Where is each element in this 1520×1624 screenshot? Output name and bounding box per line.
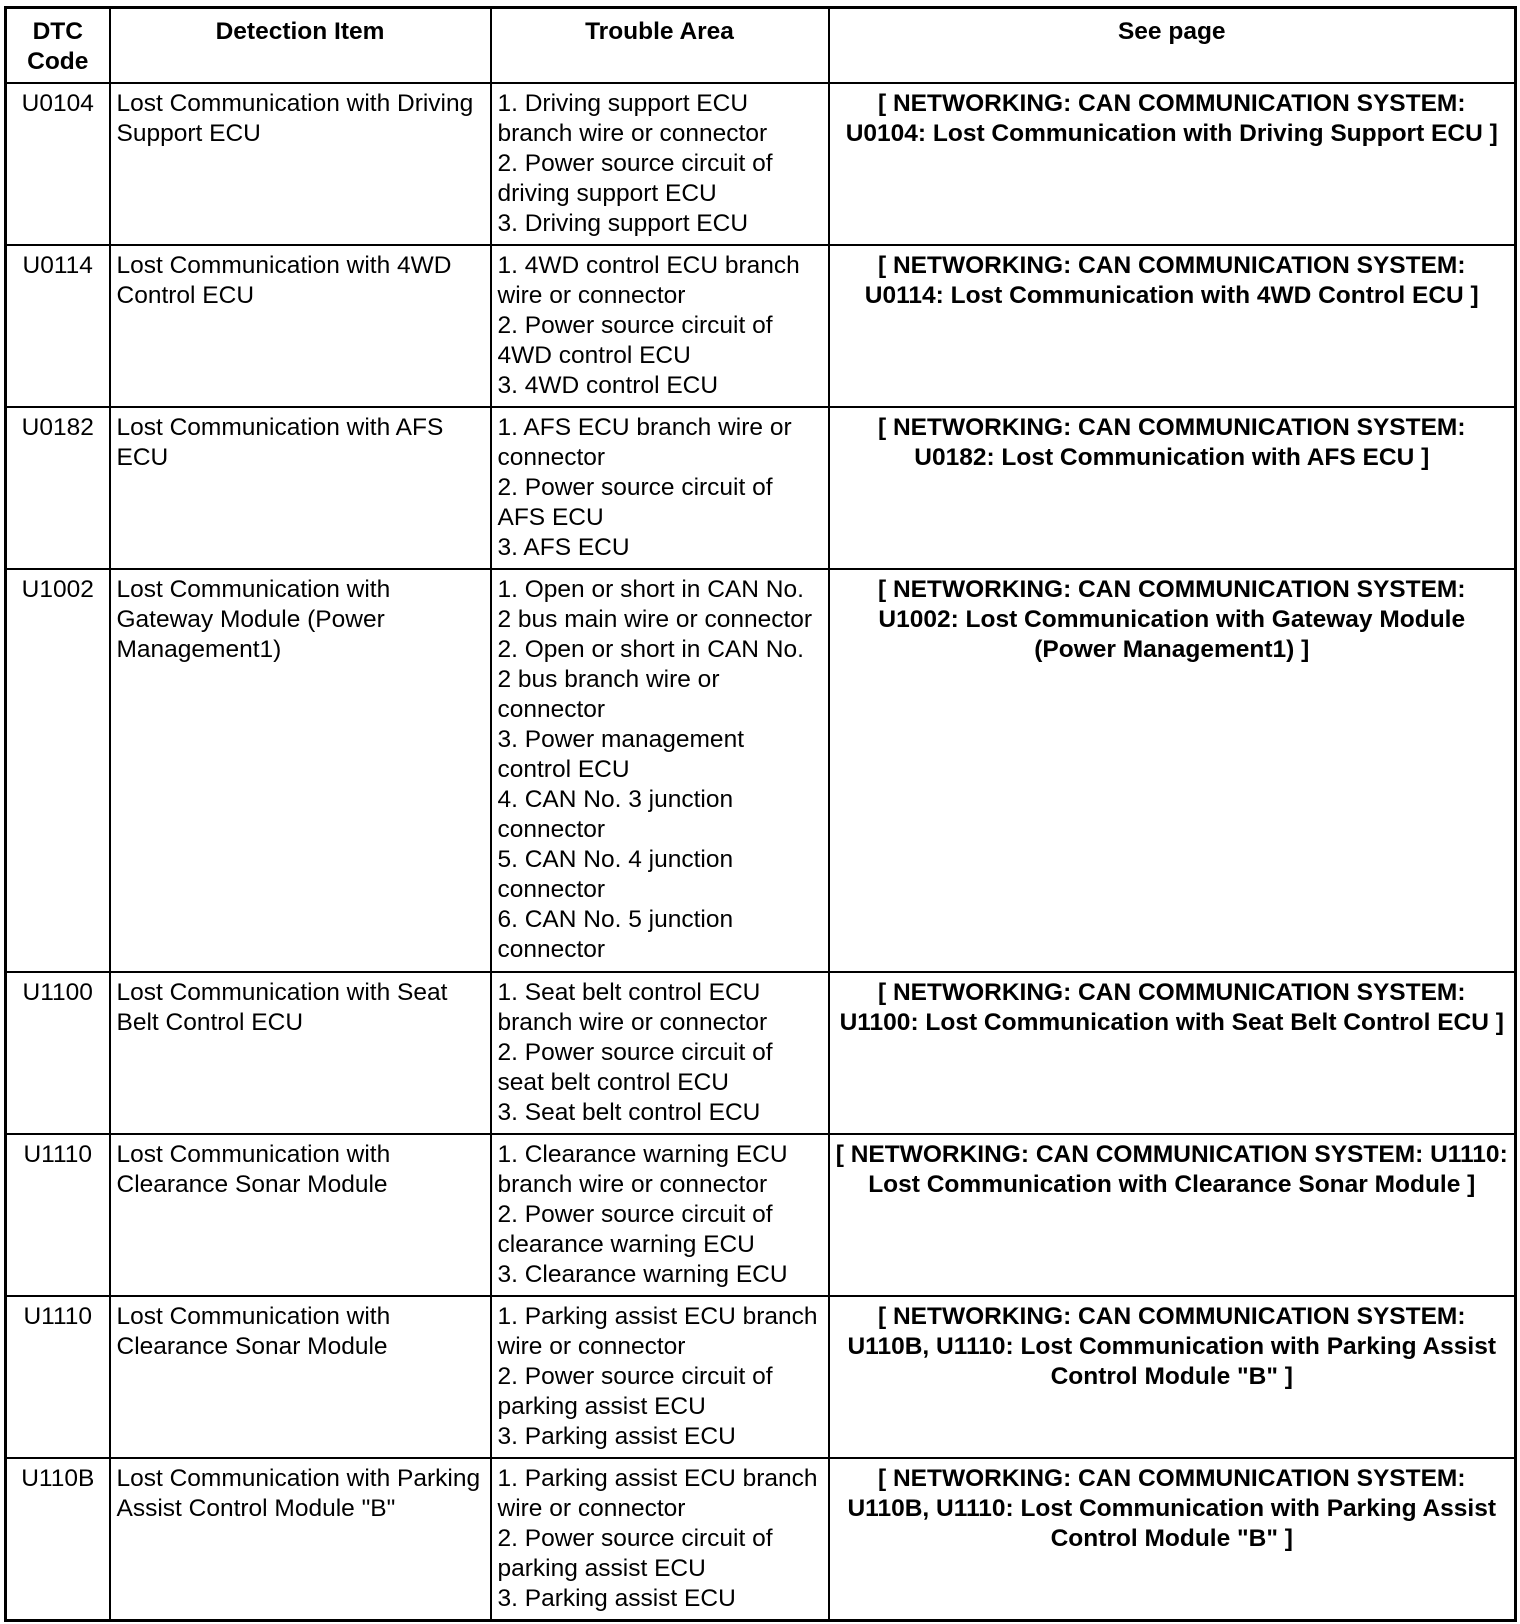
header-see-page: See page: [829, 8, 1516, 84]
trouble-area-line: 3. Power management control ECU: [497, 726, 744, 783]
trouble-area-cell: [491, 245, 829, 407]
trouble-area-cell: [491, 569, 829, 972]
detection-item-cell: Lost Communication with AFS ECU: [110, 407, 491, 569]
header-trouble-area: Trouble Area: [491, 8, 829, 84]
dtc-code-cell: U1100: [6, 972, 110, 1134]
trouble-area-line: 1. 4WD control ECU branch wire or connector: [497, 252, 800, 309]
dtc-code-cell: U0114: [6, 245, 110, 407]
detection-item-cell: Lost Communication with Clearance Sonar Module: [110, 1296, 491, 1458]
dtc-code-cell: U0182: [6, 407, 110, 569]
see-page-link[interactable]: [ NETWORKING: CAN COMMUNICATION SYSTEM: U110B, U1110: Lost Communication with Parking Assist Control Module "B" ]: [829, 1458, 1516, 1621]
trouble-area-line: 2. Power source circuit of driving support ECU: [497, 150, 773, 207]
table-row: [6, 245, 1516, 407]
header-dtc-code: DTC Code: [6, 8, 110, 84]
table-row: [6, 1134, 1516, 1296]
trouble-area-line: 1. Open or short in CAN No. 2 bus main wire or connector: [497, 576, 813, 633]
table-row: [6, 972, 1516, 1134]
trouble-area-line: 2. Power source circuit of 4WD control ECU: [497, 312, 773, 369]
trouble-area-line: 1. Parking assist ECU branch wire or connector: [497, 1303, 818, 1360]
trouble-area-line: 5. CAN No. 4 junction connector: [497, 846, 734, 903]
detection-item-cell: Lost Communication with Parking Assist Control Module "B": [110, 1458, 491, 1621]
trouble-area-line: 1. Clearance warning ECU branch wire or connector: [497, 1141, 788, 1198]
dtc-code-cell: U1110: [6, 1134, 110, 1296]
trouble-area-line: 2. Power source circuit of clearance warning ECU: [497, 1201, 773, 1258]
trouble-area-line: 2. Power source circuit of parking assist ECU: [497, 1363, 773, 1420]
trouble-area-line: 6. CAN No. 5 junction connector: [497, 906, 734, 963]
trouble-area-line: 2. Open or short in CAN No. 2 bus branch wire or connector: [497, 636, 804, 723]
trouble-area-line: 1. Seat belt control ECU branch wire or connector: [497, 979, 768, 1036]
dtc-table: [4, 6, 1517, 1622]
trouble-area-line: 1. Parking assist ECU branch wire or connector: [497, 1465, 818, 1522]
trouble-area-cell: [491, 1134, 829, 1296]
table-row: [6, 83, 1516, 245]
detection-item-cell: Lost Communication with Seat Belt Control ECU: [110, 972, 491, 1134]
trouble-area-line: 3. Seat belt control ECU: [497, 1099, 761, 1126]
table-row: [6, 1458, 1516, 1621]
trouble-area-cell: [491, 1296, 829, 1458]
trouble-area-line: 2. Power source circuit of parking assist ECU: [497, 1525, 773, 1582]
trouble-area-line: 3. Driving support ECU: [497, 210, 749, 237]
dtc-code-cell: U110B: [6, 1458, 110, 1621]
see-page-link[interactable]: [ NETWORKING: CAN COMMUNICATION SYSTEM: U1110: Lost Communication with Clearance Sonar Module ]: [829, 1134, 1516, 1296]
trouble-area-line: 4. CAN No. 3 junction connector: [497, 786, 734, 843]
table-row: [6, 407, 1516, 569]
see-page-link[interactable]: [ NETWORKING: CAN COMMUNICATION SYSTEM: U110B, U1110: Lost Communication with Parking Assist Control Module "B" ]: [829, 1296, 1516, 1458]
trouble-area-cell: [491, 83, 829, 245]
detection-item-cell: Lost Communication with 4WD Control ECU: [110, 245, 491, 407]
table-row: [6, 569, 1516, 972]
header-detection-item: Detection Item: [110, 8, 491, 84]
trouble-area-line: 3. AFS ECU: [497, 534, 630, 561]
dtc-code-cell: U1110: [6, 1296, 110, 1458]
dtc-code-cell: U1002: [6, 569, 110, 972]
detection-item-cell: Lost Communication with Gateway Module (Power Management1): [110, 569, 491, 972]
see-page-link[interactable]: [ NETWORKING: CAN COMMUNICATION SYSTEM: U1002: Lost Communication with Gateway Module (Power Management1) ]: [829, 569, 1516, 972]
trouble-area-cell: [491, 407, 829, 569]
trouble-area-line: 1. Driving support ECU branch wire or connector: [497, 90, 768, 147]
trouble-area-line: 2. Power source circuit of seat belt control ECU: [497, 1039, 773, 1096]
trouble-area-line: 3. Parking assist ECU: [497, 1585, 736, 1612]
trouble-area-line: 3. Clearance warning ECU: [497, 1261, 788, 1288]
trouble-area-line: 1. AFS ECU branch wire or connector: [497, 414, 792, 471]
dtc-code-cell: U0104: [6, 83, 110, 245]
see-page-link[interactable]: [ NETWORKING: CAN COMMUNICATION SYSTEM: U0182: Lost Communication with AFS ECU ]: [829, 407, 1516, 569]
trouble-area-line: 3. 4WD control ECU: [497, 372, 719, 399]
see-page-link[interactable]: [ NETWORKING: CAN COMMUNICATION SYSTEM: U0114: Lost Communication with 4WD Control ECU ]: [829, 245, 1516, 407]
table-header-row: [6, 8, 1516, 84]
trouble-area-line: 2. Power source circuit of AFS ECU: [497, 474, 773, 531]
see-page-link[interactable]: [ NETWORKING: CAN COMMUNICATION SYSTEM: U1100: Lost Communication with Seat Belt Control ECU ]: [829, 972, 1516, 1134]
trouble-area-line: 3. Parking assist ECU: [497, 1423, 736, 1450]
table-row: [6, 1296, 1516, 1458]
detection-item-cell: Lost Communication with Driving Support ECU: [110, 83, 491, 245]
trouble-area-cell: [491, 1458, 829, 1621]
detection-item-cell: Lost Communication with Clearance Sonar Module: [110, 1134, 491, 1296]
see-page-link[interactable]: [ NETWORKING: CAN COMMUNICATION SYSTEM: U0104: Lost Communication with Driving Support ECU ]: [829, 83, 1516, 245]
trouble-area-cell: [491, 972, 829, 1134]
